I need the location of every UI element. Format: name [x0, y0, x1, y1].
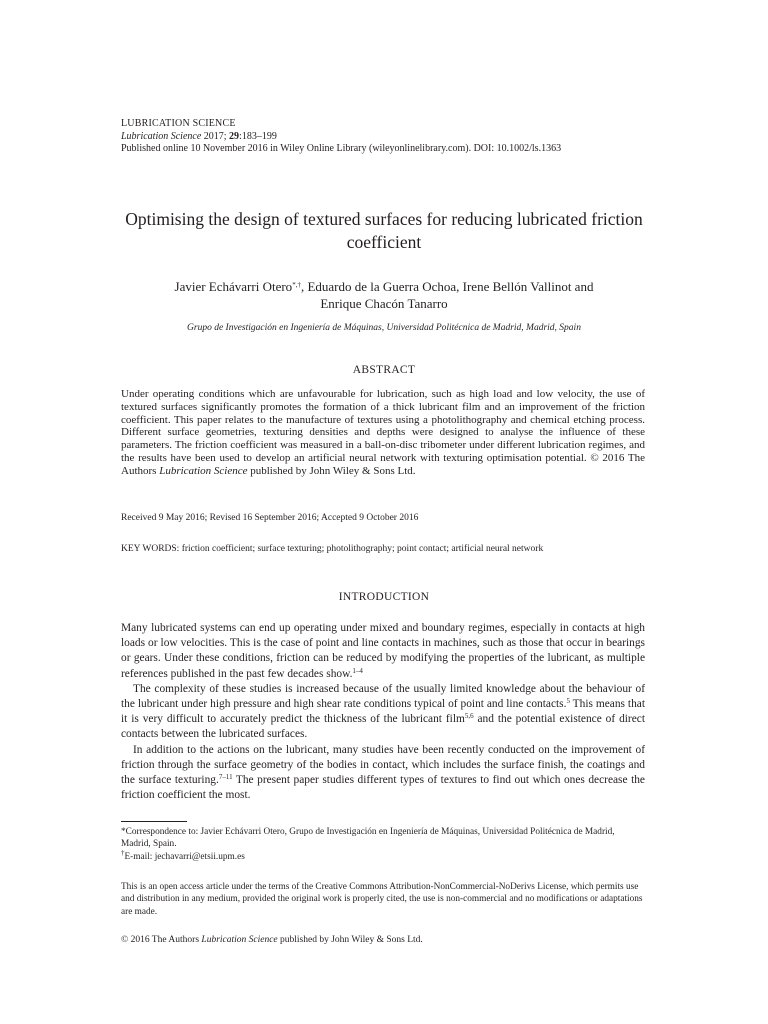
- citation-line: [121, 131, 561, 144]
- abstract-text: [121, 388, 645, 478]
- received-dates: Received 9 May 2016; Revised 16 September 2016; Accepted 9 October 2016: [121, 513, 419, 523]
- citation-year: 2017;: [201, 130, 230, 142]
- footnote-divider: [121, 821, 187, 822]
- license-note: This is an open access article under the terms of the Creative Commons Attribution-NonCommercial-NoDerivs License, which permits use and distribution in any medium, provided the original work is properly cited, the use is non-commercial and no modifications or adaptations are made.: [121, 882, 643, 917]
- citation-journal: Lubrication Science: [121, 130, 202, 142]
- paragraph-2-text-a: The complexity of these studies is increased because of the usually limited knowledge about the behaviour of the lubricant under high pressure and high shear rate conditions typical of point and line contacts.: [121, 682, 645, 711]
- copyright-end: published by John Wiley & Sons Ltd.: [277, 935, 423, 945]
- author-line-1: [100, 279, 668, 296]
- running-header: [121, 118, 561, 156]
- reference-1-4: 1–4: [352, 666, 363, 675]
- reference-7-11: 7–11: [218, 773, 233, 782]
- email-note: [121, 848, 645, 863]
- introduction-heading: INTRODUCTION: [338, 591, 430, 603]
- dagger-mark: †: [121, 848, 125, 857]
- abstract-body: Under operating conditions which are unfavourable for lubrication, such as high load and low velocity, the use of textured surfaces significantly promotes the formation of a thick lubricant film and an improvement of the friction coefficient. This paper relates to the manufacture of textures using a photolithography and chemical etching process. Different surface geometries, texturing densities and depths were designed to analyse the influence of these parameters. The friction coefficient was measured in a ball-on-disc tribometer under different lubrication regimes, and the results have been used to develop an artificial neural network with texturing optimisation potential. © 2016 The Authors: [121, 388, 645, 477]
- abstract-heading: ABSTRACT: [352, 364, 416, 376]
- copyright-start: © 2016 The Authors: [121, 935, 202, 945]
- abstract-end: published by John Wiley & Sons Ltd.: [247, 464, 416, 477]
- paragraph-2-text-c: and the potential existence of direct contacts between the lubricated surfaces.: [121, 713, 645, 741]
- paragraph-3-text-b: The present paper studies different types of textures to find out which ones decrease the friction coefficient the most.: [121, 774, 645, 802]
- paragraph-1: [121, 621, 645, 682]
- paragraph-3: [121, 743, 645, 804]
- author-1-marks: *,†: [292, 281, 301, 289]
- author-1: Javier Echávarri Otero: [174, 279, 293, 294]
- citation-volume: 29: [229, 130, 240, 142]
- paragraph-2-text-b: This means that it is very difficult to accurately predict the thickness of the lubricant film: [121, 698, 645, 726]
- abstract-journal: Lubrication Science: [159, 464, 248, 477]
- reference-5: 5: [566, 697, 570, 706]
- paper-title: Optimising the design of textured surfaces for reducing lubricated friction coefficient: [125, 209, 643, 252]
- paragraph-3-text-a: In addition to the actions on the lubricant, many studies have been recently conducted on the improvement of friction through the surface geometry of the bodies in contact, which includes the surface finish, the coatings and the surface texturing.: [121, 743, 645, 787]
- citation-pages: :183–199: [239, 130, 277, 142]
- affiliation: Grupo de Investigación en Ingeniería de Máquinas, Universidad Politécnica de Madrid, Madrid, Spain: [187, 323, 581, 333]
- journal-name: LUBRICATION SCIENCE: [121, 118, 236, 129]
- email-text: E-mail: jechavarri@etsii.upm.es: [124, 851, 245, 862]
- footnotes: [121, 826, 645, 863]
- other-authors: , Eduardo de la Guerra Ochoa, Irene Bellón Vallinot and: [300, 279, 594, 294]
- copyright-line: [121, 935, 423, 945]
- paragraph-1-text: Many lubricated systems can end up operating under mixed and boundary regimes, especially in contacts at high loads or low velocities. This is the case of point and line contacts in machines, such as those that occur in bearings or gears. Under these conditions, friction can be reduced by modifying the properties of the lubricant, as multiple references published in the past few decades show.: [121, 622, 645, 680]
- published-line: Published online 10 November 2016 in Wiley Online Library (wileyonlinelibrary.com). DOI: 10.1002/ls.1363: [121, 143, 562, 154]
- correspondence-note: *Correspondence to: Javier Echávarri Otero, Grupo de Investigación en Ingeniería de Máquinas, Universidad Politécnica de Madrid, Madrid, Spain.: [121, 827, 615, 850]
- author-line-2: Enrique Chacón Tanarro: [320, 295, 448, 311]
- introduction-body: [121, 621, 645, 803]
- keywords: KEY WORDS: friction coefficient; surface texturing; photolithography; point contact; artificial neural network: [121, 544, 544, 554]
- author-list: [100, 279, 668, 312]
- paragraph-2: [121, 682, 645, 743]
- copyright-journal: Lubrication Science: [201, 935, 278, 945]
- reference-5-6: 5,6: [464, 712, 474, 721]
